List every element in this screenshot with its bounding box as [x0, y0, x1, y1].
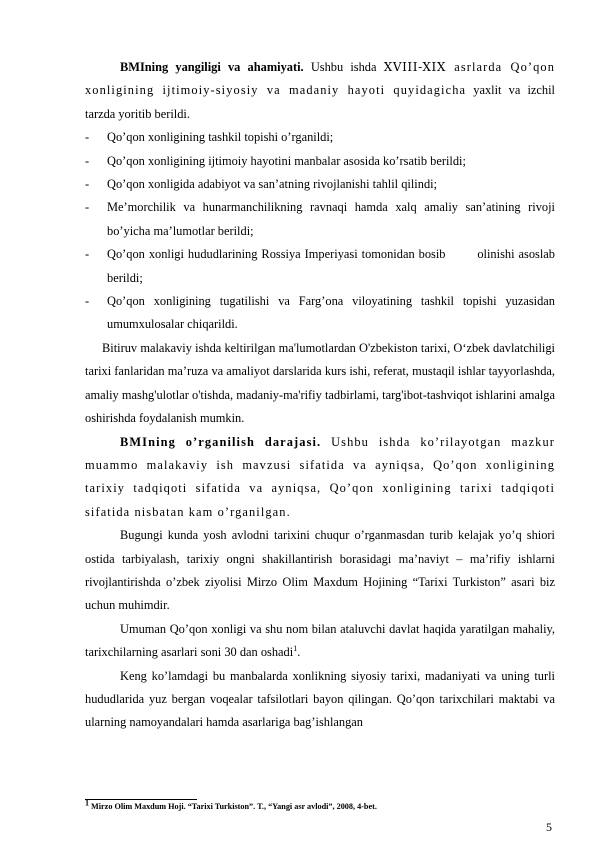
importance-paragraph: Bugungi kunda yosh avlodni tarixini chuqur o’rganmasdan turib kelajak yo’q shiori ostida tarbiyalash, tarixiy ongni shakillantirish borasidagi ma’naviyt – ma’rifiy ishlarni rivojlantirishda o’zbek ziyolisi Mirzo Olim Maxdum Hojining “Tarixi Turkiston” asari biz uchun muhimdir.	[85, 528, 555, 613]
footnote: $^1$ Mirzo Olim Maxdum Hoji. “Tarixi Turkiston”. T., “Yangi asr avlodi”, 2008, 4-bet.	[85, 798, 377, 811]
list-item: - Me’morchilik va hunarmanchilikning ravnaqi hamda xalq amaliy san’atining rivoji bo’yicha ma’lumotlar berildi;	[85, 200, 555, 238]
usage-paragraph: Bitiruv malakaviy ishda keltirilgan ma'lumotlardan O'zbekiston tarixi, O‘zbek davlatchiligi tarixi fanlaridan ma’ruza va amaliyot darslarida kurs ishi, referat, mustaqil ishlar tayyorlashda, amaliy mashg'ulotlar o'tishda, madaniy-ma'rifiy tadbirlami, targ'ibot-tashviqot ishlarini amalga oshirishda foydalanish mumkin.	[85, 340, 555, 426]
list-item: - Qo’qon xonligi hududlarining Rossiya Imperiyasi tomonidan bosib olinishi asoslab berildi;	[85, 247, 559, 285]
footnote-divider	[85, 799, 197, 800]
page-number: 5	[546, 820, 552, 834]
document-body	[85, 56, 559, 735]
study-level-paragraph: BMIning o’rganilish darajasi. Ushbu ishda ko’rilayotgan mazkur muammo malakaviy ish mavzusi sifatida va ayniqsa, Qo’qon xonligining tarixiy tadqiqoti sifatida va ayniqsa, Qo’qon xonligining tarixi tadqiqoti sifatida nisbatan kam o’rganilgan.	[85, 434, 555, 519]
results-list	[85, 126, 559, 337]
list-item: - Qo’qon xonligining ijtimoiy hayotini manbalar asosida ko’rsatib berildi;	[85, 153, 466, 168]
sources-count-paragraph: Umuman Qo’qon xonligi va shu nom bilan ataluvchi davlat haqida yaratilgan mahaliy, tarixchilarning asarlari soni 30 dan oshadi$^1$.	[85, 621, 555, 660]
list-item: - Qo’qon xonligining tashkil topishi o’rganildi;	[85, 130, 334, 145]
footnote-ref: 1	[293, 644, 298, 654]
list-item: - Qo’qon xonligining tugatilishi va Farg’ona viloyatining tashkil topishi yuzasidan umumxulosalar chiqarildi.	[85, 294, 555, 332]
novelty-paragraph: BMIning yangiligi va ahamiyati. Ushbu ishda XVIII-XIX asrlarda Qo’qon xonligining ijtimoiy-siyosiy va madaniy hayoti quyidagicha yaxlit va izchil tarzda yoritib berildi.	[85, 60, 555, 121]
list-item: - Qo’qon xonligida adabiyot va san’atning rivojlanishi tahlil qilindi;	[85, 177, 438, 192]
novelty-heading: BMIning yangiligi va ahamiyati.	[120, 60, 304, 74]
sources-paragraph: Keng ko’lamdagi bu manbalarda xonlikning siyosiy tarixi, madaniyati va uning turli hududlarida yuz bergan voqealar tafsilotlari bayon qilingan. Qo’qon tarixchilari maktabi va ularning namoyandalari hamda asarlariga bag’ishlangan	[85, 668, 555, 730]
study-level-heading: BMIning o’rganilish darajasi.	[120, 434, 322, 449]
